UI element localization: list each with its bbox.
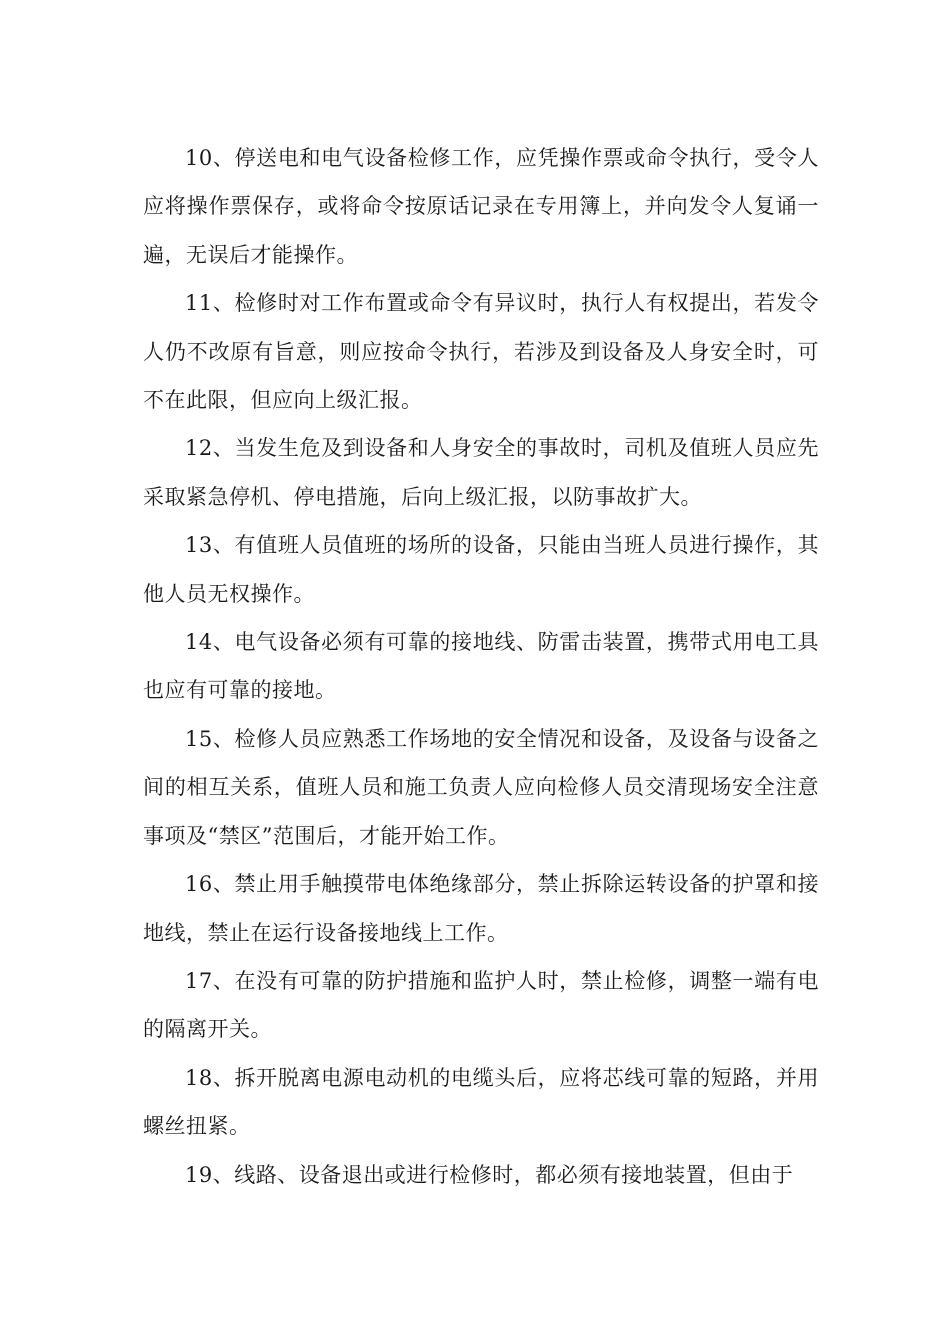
paragraph-18: 18、拆开脱离电源电动机的电缆头后，应将芯线可靠的短路，并用螺丝扭紧。 — [143, 1065, 819, 1139]
paragraph-19: 19、线路、设备退出或进行检修时，都必须有接地装置，但由于 — [185, 1162, 794, 1187]
paragraph-12: 12、当发生危及到设备和人身安全的事故时，司机及值班人员应先采取紧急停机、停电措施，后向上级汇报，以防事故扩大。 — [143, 436, 819, 509]
paragraph-11: 11、检修时对工作布置或命令有异议时，执行人有权提出，若发令人仍不改原有旨意，则应按命令执行，若涉及到设备及人身安全时，可不在此限，但应向上级汇报。 — [143, 291, 819, 413]
paragraph-13: 13、有值班人员值班的场所的设备，只能由当班人员进行操作，其他人员无权操作。 — [143, 533, 819, 606]
paragraph-15: 15、检修人员应熟悉工作场地的安全情况和设备，及设备与设备之间的相互关系，值班人员和施工负责人应向检修人员交清现场安全注意事项及“禁区”范围后，才能开始工作。 — [143, 726, 819, 848]
paragraph-10: 10、停送电和电气设备检修工作，应凭操作票或命令执行，受令人应将操作票保存，或将命令按原话记录在专用簿上，并向发令人复诵一遍，无误后才能操作。 — [143, 146, 819, 267]
paragraph-16: 16、禁止用手触摸带电体绝缘部分，禁止拆除运转设备的护罩和接地线，禁止在运行设备接地线上工作。 — [143, 872, 819, 945]
document-body — [143, 134, 819, 1199]
paragraph-17: 17、在没有可靠的防护措施和监护人时，禁止检修，调整一端有电的隔离开关。 — [143, 968, 819, 1042]
paragraph-14: 14、电气设备必须有可靠的接地线、防雷击装置，携带式用电工具也应有可靠的接地。 — [143, 630, 819, 703]
